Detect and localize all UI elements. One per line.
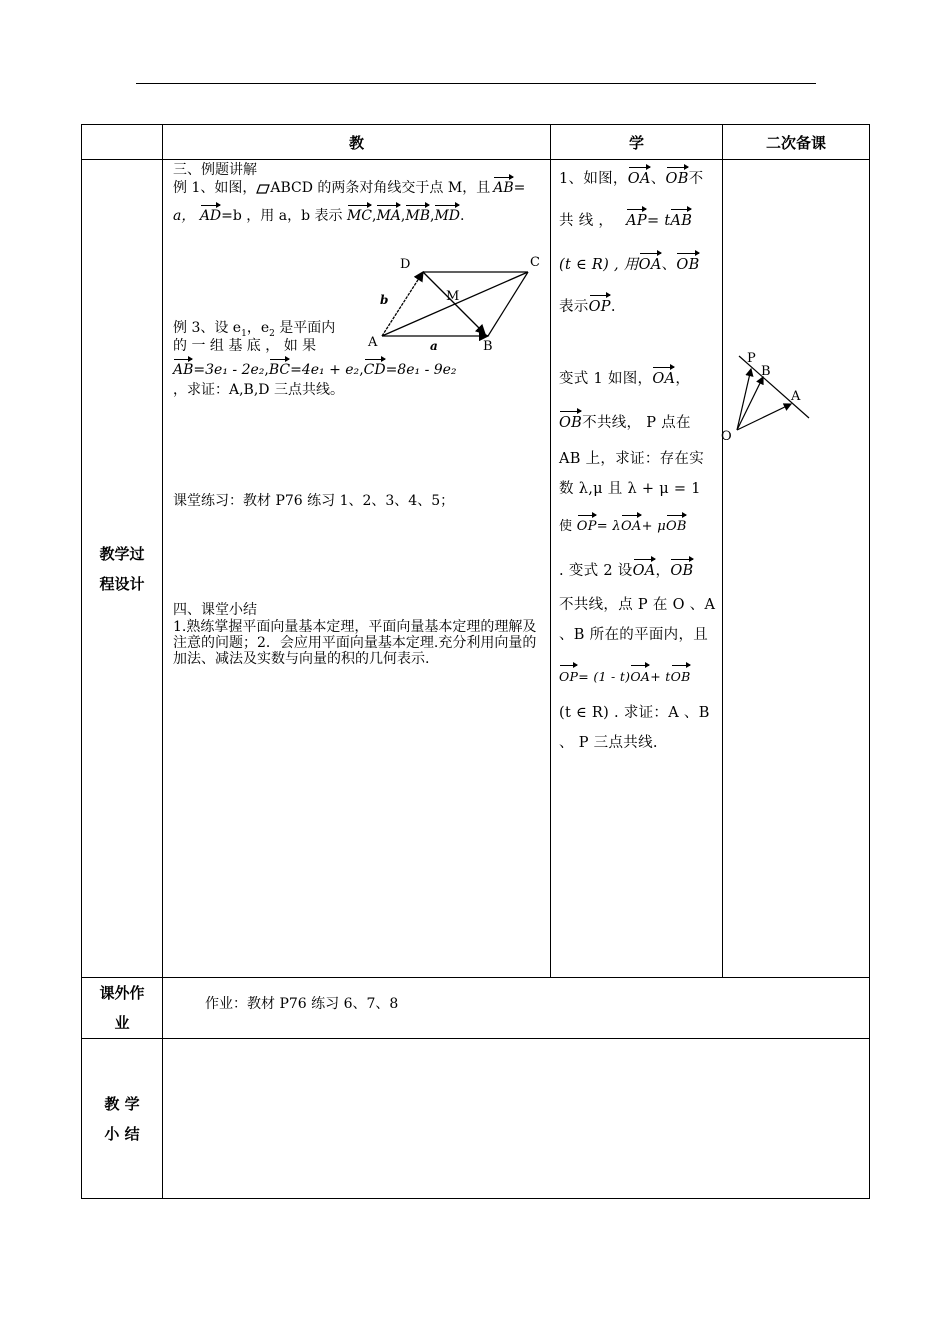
example-1-line2-b: =b ，用 a，b 表示 — [221, 208, 343, 224]
point-d-label: D — [400, 257, 411, 272]
learn-line-1 — [559, 170, 703, 188]
example-3-ab-value: =3e₁ - 2e₂ — [193, 362, 265, 378]
vector-bc: BC — [268, 362, 291, 378]
row-label-summary — [82, 1039, 163, 1199]
vector-op-3: OP — [559, 669, 579, 684]
learn-content — [551, 160, 723, 978]
vector-oa-2: OA — [638, 257, 662, 273]
vector-op: OP — [588, 299, 611, 315]
vector-oa-5: OA — [632, 563, 656, 579]
variant-2-line1 — [559, 562, 694, 580]
vector-cd: CD — [363, 362, 386, 378]
example-1-prefix: 例 1、如图， — [173, 180, 257, 196]
lesson-plan-table — [81, 124, 870, 1199]
header-learn: 学 — [551, 125, 723, 160]
variant-2-sep: ， — [655, 563, 671, 579]
variant-2-one-minus-t: = (1 - t) — [578, 669, 631, 684]
second-prep-content — [723, 160, 870, 978]
variant-2-text: . 变式 2 设 — [559, 563, 633, 579]
vector-ob-6: OB — [670, 669, 691, 684]
vector-ab: AB — [493, 180, 514, 196]
learn-l3-sep: 、 — [661, 257, 677, 273]
row-label-summary-line1: 教 学 — [104, 1094, 140, 1113]
variant-2-line4 — [559, 668, 691, 686]
variant-2-line5: (t ∈ R) . 求证：A 、B — [559, 705, 710, 721]
learn-l1-end: 不 — [688, 171, 704, 187]
example-3-line3: AB=3e₁ - 2e₂,BC=4e₁ + e₂,CD=8e₁ - 9e₂ — [173, 362, 457, 378]
learn-l4-end: . — [610, 299, 616, 315]
example-1-line2: a， AD=b ，用 a，b 表示 MC,MA,MB,MD. — [173, 208, 465, 224]
example-3-bc-value: =4e₁ + e₂ — [290, 362, 360, 378]
example-1-text: ABCD 的两条对角线交于点 M，且 — [270, 180, 491, 196]
learn-l1-text: 1、如图， — [559, 171, 628, 187]
vector-ob-3: OB — [559, 415, 583, 431]
learn-line-4 — [559, 298, 616, 316]
vector-ab-2: AB — [173, 362, 194, 378]
point-b-label-2: B — [761, 364, 771, 379]
variant-1-use: 使 — [559, 519, 573, 534]
variant-1-line2-text: 不共线， P 点在 — [582, 415, 691, 431]
example-3-cd-value: =8e₁ - 9e₂ — [385, 362, 457, 378]
row-label-homework-line1: 课外作 — [99, 984, 145, 1002]
variant-1-line2 — [559, 414, 691, 432]
variant-1-end: ， — [675, 371, 691, 387]
header-blank — [82, 125, 163, 160]
vector-ob: OB — [665, 171, 689, 187]
variant-2-line2: 不共线，点 P 在 O 、A — [559, 597, 716, 613]
example-1-eq: = — [513, 180, 526, 196]
parallelogram-icon — [256, 182, 270, 194]
vector-ma: MA — [376, 208, 401, 224]
point-a-label-2: A — [791, 389, 801, 404]
variant-1-line3: AB 上，求证：存在实 — [559, 451, 705, 467]
example-3-line4: ，求证：A,B,D 三点共线。 — [173, 382, 344, 398]
classroom-practice: 课堂练习：教材 P76 练习 1、2、3、4、5； — [173, 493, 455, 509]
parallelogram-figure — [368, 252, 548, 352]
learn-line-2 — [559, 212, 692, 230]
vector-ap: AP — [626, 213, 647, 229]
homework-text: 作业：教材 P76 练习 6、7、8 — [205, 996, 399, 1012]
vector-oa-6: OA — [630, 669, 651, 684]
example-3-text-b: ，e — [246, 320, 270, 336]
variant-1-line4: 数 λ,μ 且 λ + μ = 1 — [559, 481, 701, 497]
header-second-prep: 二次备课 — [723, 125, 870, 160]
vector-ob-5: OB — [670, 563, 694, 579]
variant-1-lambda: = λ — [596, 519, 621, 534]
point-o-label: O — [721, 429, 732, 444]
point-b-label: B — [483, 339, 493, 354]
point-a-label: A — [368, 335, 378, 350]
row-label-process-line1: 教学过 — [99, 544, 145, 563]
variant-1-mu: + μ — [641, 519, 666, 534]
homework-content — [163, 978, 870, 1039]
row-label-summary-line2: 小 结 — [104, 1124, 140, 1143]
row-label-homework — [82, 978, 163, 1039]
vector-oa: OA — [627, 171, 651, 187]
row-label-process-line2: 程设计 — [99, 574, 145, 593]
point-m-label: M — [446, 289, 460, 304]
variant-1-line5 — [559, 518, 687, 536]
section-3-title: 三、例题讲解 — [173, 162, 257, 178]
learn-l1-sep: 、 — [650, 171, 666, 187]
example-3-text-c: 是平面内 — [274, 320, 336, 336]
variant-2-plus-t: + t — [650, 669, 671, 684]
variant-2-line3: 、B 所在的平面内，且 — [559, 627, 709, 643]
vector-ob-2: OB — [676, 257, 700, 273]
example-1-line1 — [173, 180, 525, 196]
summary-content — [163, 1039, 870, 1199]
lesson-summary-text: 1.熟练掌握平面向量基本定理，平面向量基本定理的理解及注意的问题；2．会应用平面向量基本定理.充分利用向量的加法、减法及实数与向量的积的几何表示. — [173, 619, 537, 667]
top-rule — [136, 83, 816, 84]
learn-l2-eq: = t — [646, 213, 671, 229]
variant-1-text: 变式 1 如图， — [559, 371, 653, 387]
vector-md: MD — [434, 208, 461, 224]
point-c-label: C — [530, 255, 540, 270]
vector-oa-3: OA — [652, 371, 676, 387]
label-vector-a: a — [430, 339, 438, 353]
row-label-homework-line2: 业 — [114, 1014, 130, 1032]
collinear-points-figure — [723, 348, 823, 448]
vector-mc: MC — [346, 208, 373, 224]
header-teach: 教 — [163, 125, 551, 160]
example-3-text-a: 例 3、设 e — [173, 320, 242, 336]
label-vector-b: b — [380, 293, 389, 307]
learn-l3-text: (t ∈ R) , 用 — [559, 257, 639, 273]
vector-op-2: OP — [576, 519, 597, 534]
variant-1-line1 — [559, 370, 690, 388]
variant-2-line6: 、 P 三点共线. — [559, 735, 658, 751]
vector-ad: AD — [199, 208, 222, 224]
vector-oa-4: OA — [620, 519, 642, 534]
vector-ob-4: OB — [665, 519, 687, 534]
row-label-process — [82, 160, 163, 978]
teach-content — [163, 160, 551, 978]
learn-l2-text: 共 线 ， — [559, 213, 614, 229]
vector-ab-3: AB — [670, 213, 693, 229]
point-p-label: P — [747, 351, 756, 366]
example-3-line1: 例 3、设 $e_1$，$e_2$ 是平面内 — [173, 320, 336, 339]
example-3-line2: 的 一 组 基 底 ， 如 果 — [173, 338, 317, 354]
vector-mb: MB — [405, 208, 430, 224]
learn-line-3 — [559, 256, 700, 274]
learn-l4-text: 表示 — [559, 299, 589, 315]
example-1-a: a， — [173, 208, 196, 224]
section-4-title: 四、课堂小结 — [173, 602, 257, 618]
